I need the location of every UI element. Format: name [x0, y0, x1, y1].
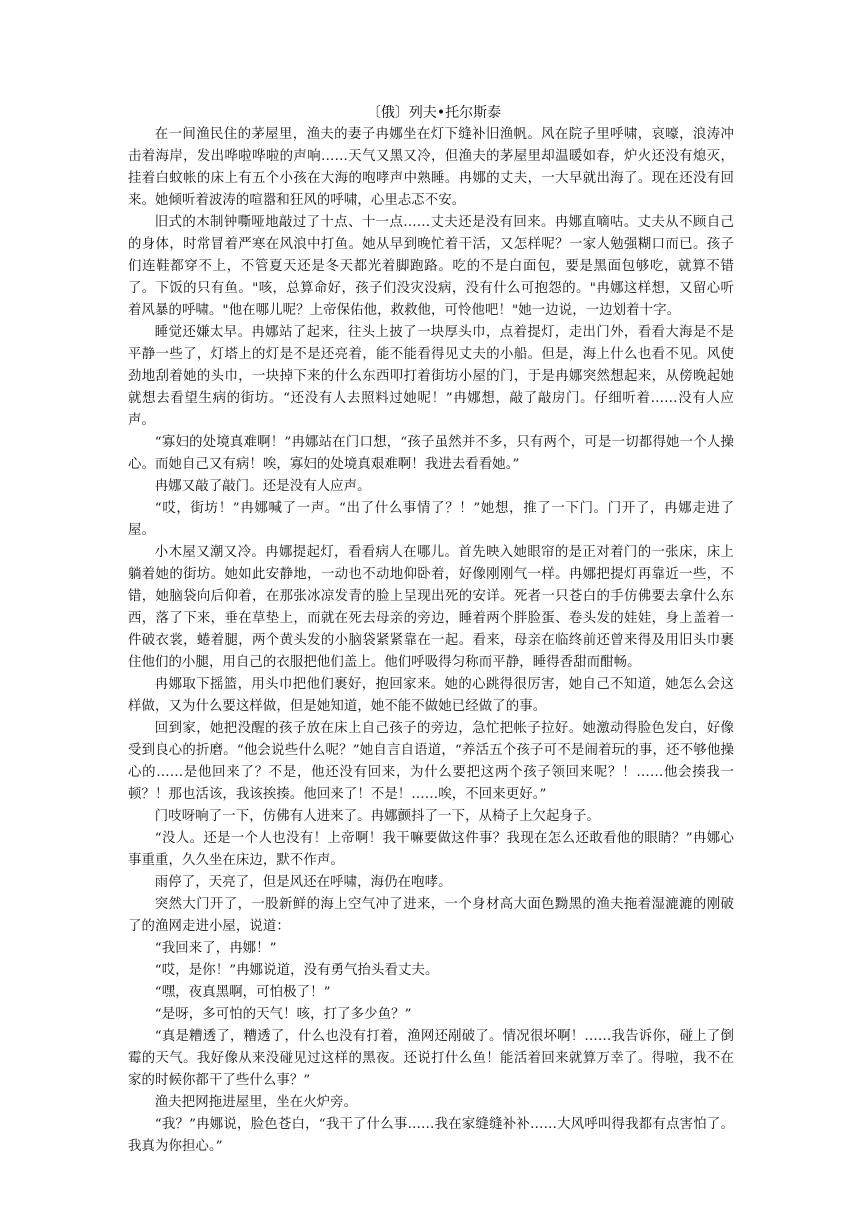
- story-paragraph: 渔夫把网拖进屋里，坐在火炉旁。: [154, 1095, 358, 1110]
- story-paragraph: “是呀，多可怕的天气！咳，打了多少鱼？”: [154, 1007, 412, 1022]
- story-body: [128, 124, 734, 1158]
- story-paragraph: 小木屋又潮又冷。冉娜提起灯，看看病人在哪儿。首先映入她眼帘的是正对着门的一张床，床上躺着她的街坊。她如此安静地，一动也不动地仰卧着，好像刚刚气一样。冉娜把提灯再靠近一些，不错，她脑袋向后仰着，在那张冰凉发青的脸上呈现出死的安详。死者一只苍白的手仿佛要去拿什么东西，落了下来，垂在草垫上，而就在死去母亲的旁边，睡着两个胖脸蛋、卷头发的娃娃，身上盖着一件破衣裳，蜷着腿，两个黄头发的小脑袋紧紧靠在一起。看来，母亲在临终前还曾来得及用旧头巾裹住他们的小腿，用自己的衣服把他们盖上。他们呼吸得匀称而平静，睡得香甜而酣畅。: [128, 545, 734, 670]
- story-paragraph: “哎，是你！”冉娜说道，没有勇气抬头看丈夫。: [154, 963, 439, 978]
- story-paragraph: 在一间渔民住的茅屋里，渔夫的妻子冉娜坐在灯下缝补旧渔帆。风在院子里呼啸，哀嚎，浪涛冲击着海岸，发出哗啦哗啦的声响……天气又黑又冷，但渔夫的茅屋里却温暖如春，炉火还没有熄灭，挂着白蚊帐的床上有五个小孩在大海的咆哮声中熟睡。冉娜的丈夫，一大早就出海了。现在还没有回来。她倾听着波涛的喧嚣和狂风的呼啸，心里忐忑不安。: [128, 127, 734, 208]
- story-paragraph: 门吱呀响了一下，仿佛有人进来了。冉娜颤抖了一下，从椅子上欠起身子。: [154, 809, 600, 824]
- story-paragraph: “嘿，夜真黑啊，可怕极了！”: [154, 985, 331, 1000]
- story-paragraph: 旧式的木制钟嘶哑地敲过了十点、十一点……丈夫还是没有回来。冉娜直嘀咕。丈夫从不顾自己的身体，时常冒着严寒在风浪中打鱼。她从早到晚忙着干活，又怎样呢？一家人勉强糊口而已。孩子们连鞋都穿不上，不管夏天还是冬天都光着脚跑路。吃的不是白面包，要是黑面包够吃，就算不错了。下饭的只有鱼。"咳，总算命好，孩子们没灾没病，没有什么可抱怨的。"冉娜这样想，又留心听着风暴的呼啸。"他在哪儿呢？上帝保佑他，救救他，可怜他吧！"她一边说，一边划着十字。: [128, 215, 734, 318]
- story-paragraph: “我？”冉娜说，脸色苍白，“我干了什么事……我在家缝缝补补……大风呼叫得我都有点害怕了。我真为你担心。”: [128, 1117, 734, 1154]
- story-paragraph: “没人。还是一个人也没有！上帝啊！我干嘛要做这件事？我现在怎么还敢看他的眼睛？”冉娜心事重重，久久坐在床边，默不作声。: [128, 831, 734, 868]
- story-paragraph: 雨停了，天亮了，但是风还在呼啸，海仍在咆哮。: [154, 875, 452, 890]
- document-page: [128, 102, 734, 1158]
- story-paragraph: 冉娜取下摇篮，用头巾把他们裹好，抱回家来。她的心跳得很厉害，她自己不知道，她怎么会这样做，又为什么要这样做，但是她知道，她不能不做她已经做了的事。: [128, 677, 734, 714]
- story-paragraph: 回到家，她把没醒的孩子放在床上自己孩子的旁边，急忙把帐子拉好。她激动得脸色发白，好像受到良心的折磨。“他会说些什么呢？”她自言自语道，“养活五个孩子可不是闹着玩的事，还不够他操心的……是他回来了？不是，他还没有回来，为什么要把这两个孩子领回来呢？！……他会揍我一顿？！那也活该，我该挨揍。他回来了！不是！……唉，不回来更好。”: [128, 721, 734, 802]
- story-paragraph: “我回来了，冉娜！”: [154, 941, 277, 956]
- story-paragraph: 突然大门开了，一股新鲜的海上空气冲了进来，一个身材高大面色黝黑的渔夫拖着湿漉漉的刚破了的渔网走进小屋，说道：: [128, 897, 734, 934]
- story-paragraph: “真是糟透了，糟透了，什么也没有打着，渔网还剐破了。情况很坏啊！……我告诉你，碰上了倒霉的天气。我好像从来没碰见过这样的黑夜。还说打什么鱼！能活着回来就算万幸了。得啦，我不在家的时候你都干了些什么事？”: [128, 1029, 734, 1088]
- story-paragraph: 冉娜又敲了敲门。还是没有人应声。: [154, 479, 371, 494]
- story-paragraph: 睡觉还嫌太早。冉娜站了起来，往头上披了一块厚头巾，点着提灯，走出门外，看看大海是不是平静一些了，灯塔上的灯是不是还亮着，能不能看得见丈夫的小船。但是，海上什么也看不见。风使劲地刮着她的头巾，一块掉下来的什么东西叩打着街坊小屋的门，于是冉娜突然想起来，从傍晚起她就想去看望生病的街坊。“还没有人去照料过她呢！”冉娜想，敲了敲房门。仔细听着……没有人应声。: [128, 325, 734, 428]
- story-paragraph: “哎，街坊！”冉娜喊了一声。“出了什么事情了？！”她想，推了一下门。门开了，冉娜走进了屋。: [128, 501, 734, 538]
- story-paragraph: “寡妇的处境真难啊！”冉娜站在门口想，“孩子虽然并不多，只有两个，可是一切都得她一个人操心。而她自己又有病！唉，寡妇的处境真艰难啊！我进去看看她。”: [128, 435, 734, 472]
- author-line: 〔俄〕列夫•托尔斯泰: [366, 105, 502, 121]
